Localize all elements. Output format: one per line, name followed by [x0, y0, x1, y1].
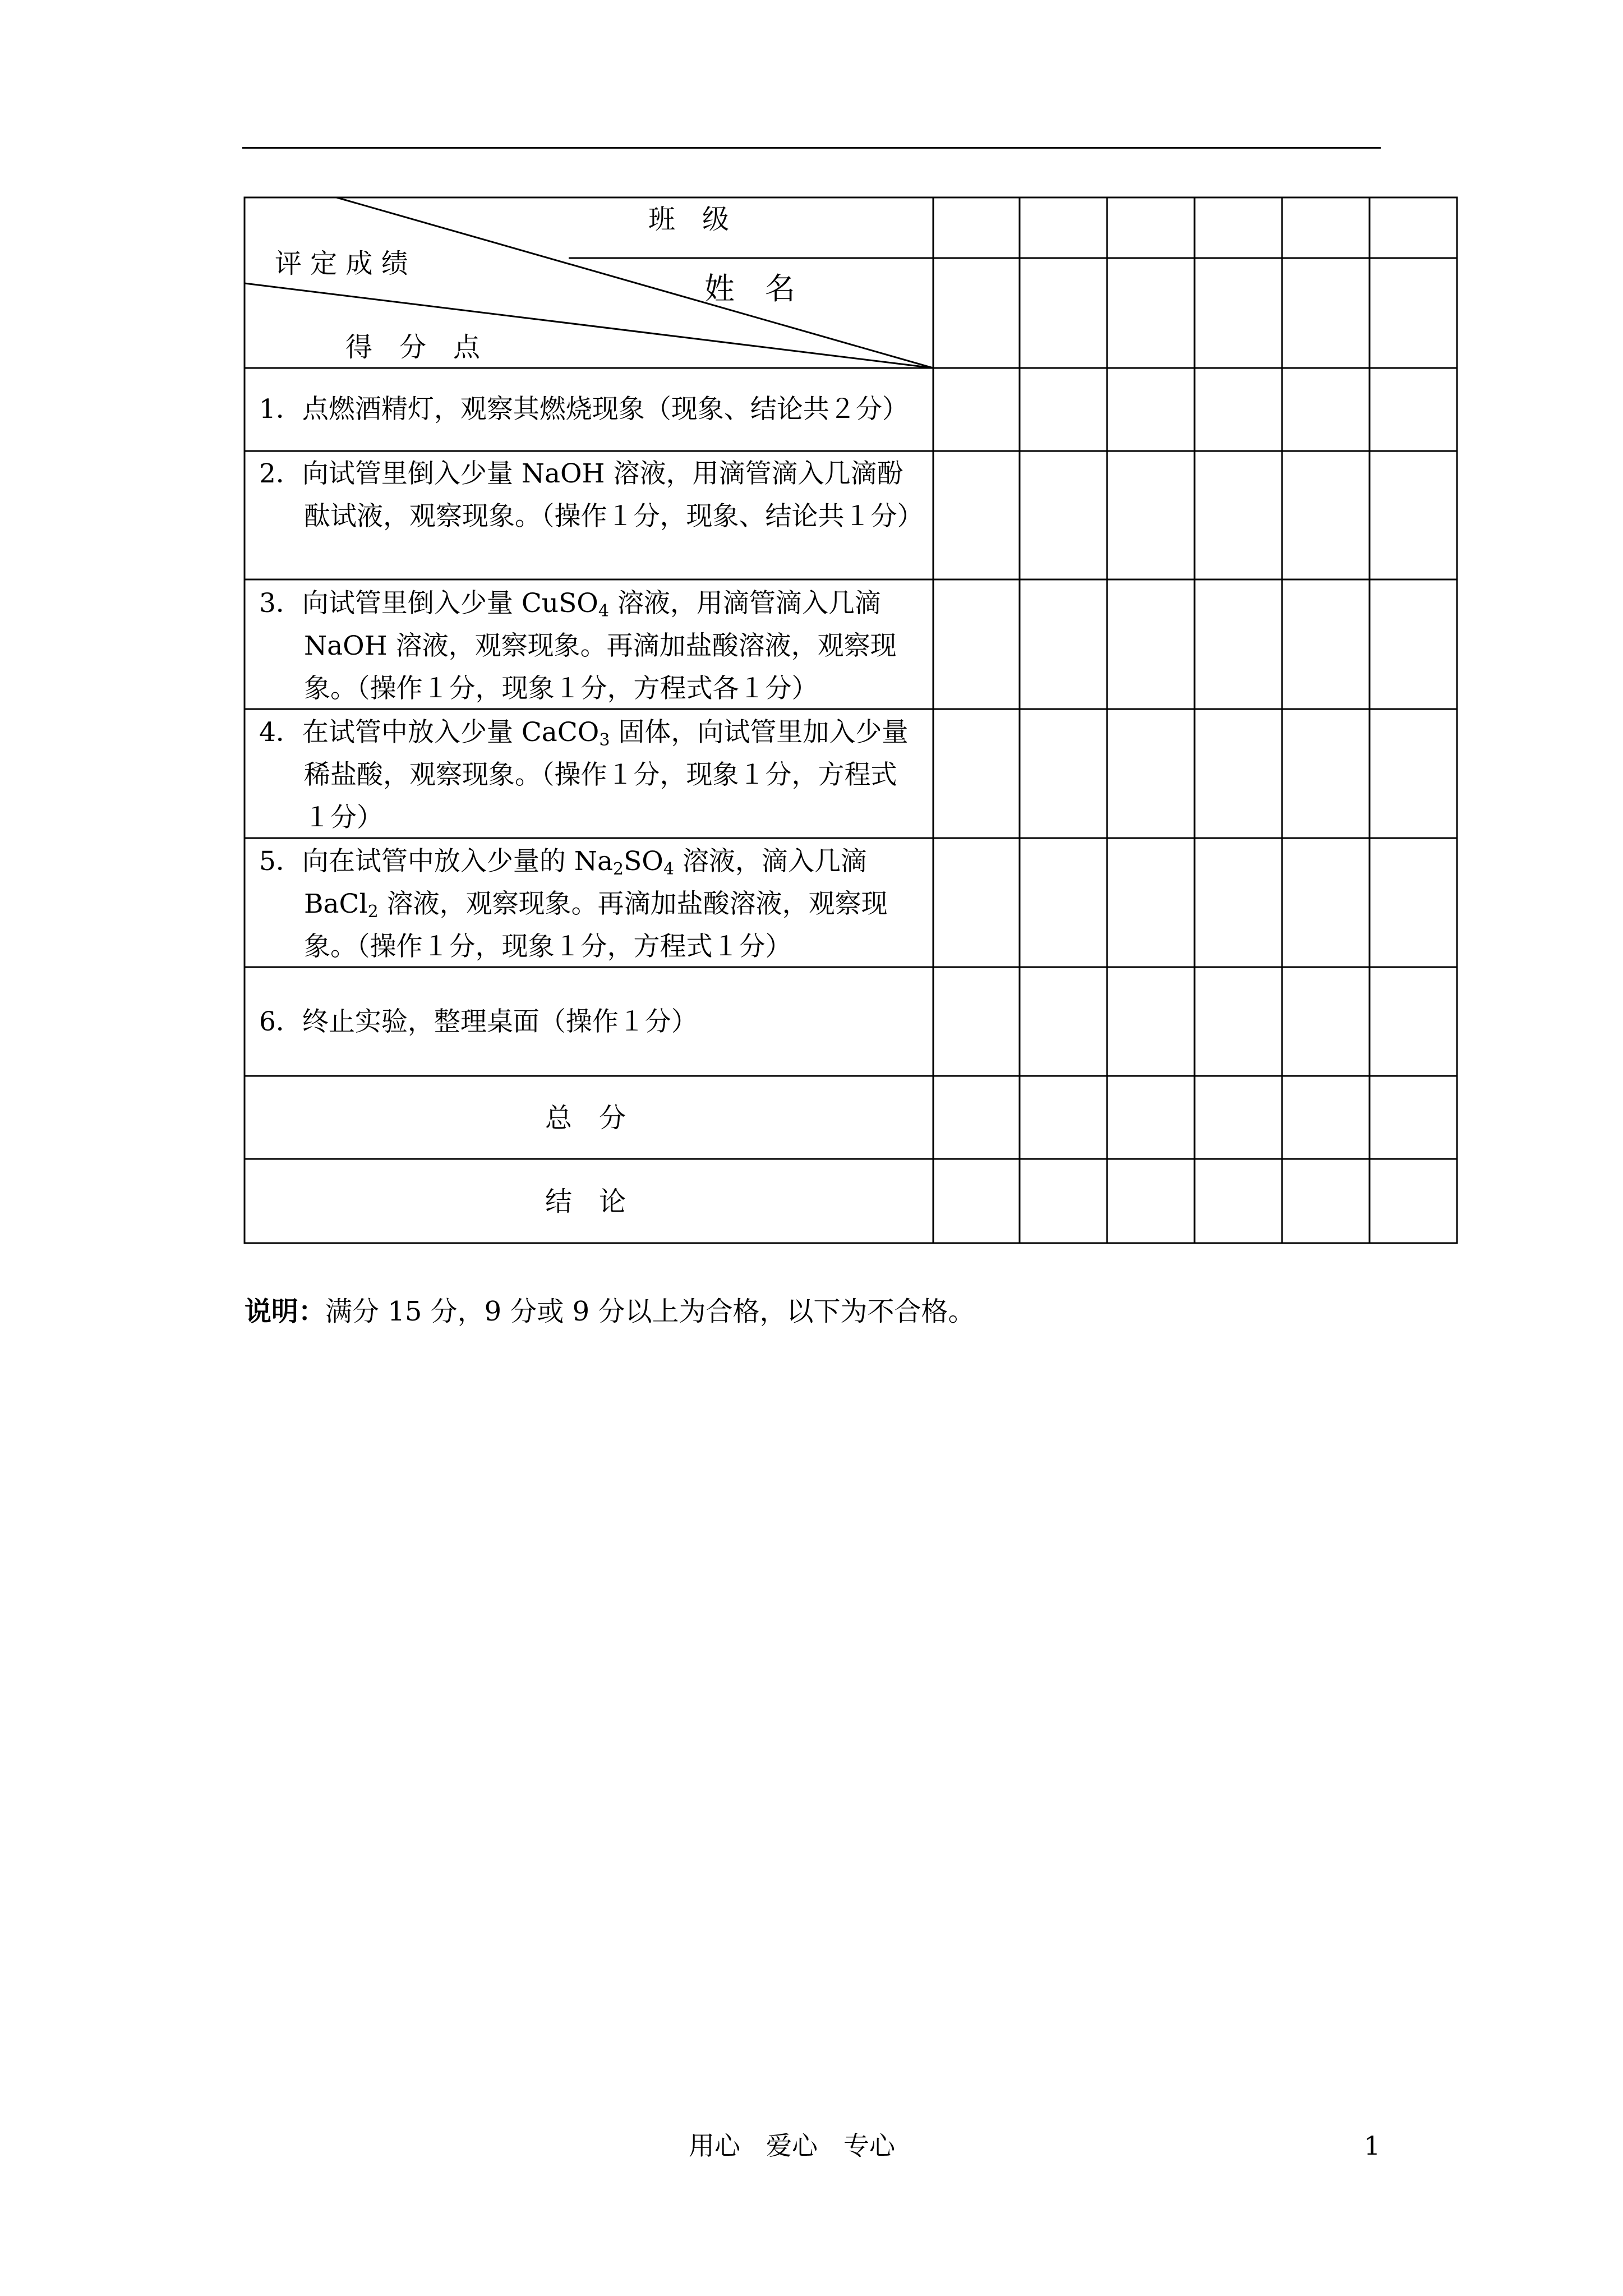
score-points-label: 得 分 点 — [345, 332, 481, 363]
item-4: 4．在试管中放入少量 CaCO$_3$ 固体，向试管里加入少量稀盐酸，观察现象。（操作１分，现象１分，方程式１分） — [259, 717, 909, 833]
note-label: 说明： — [245, 1296, 326, 1327]
name-label: 姓 名 — [704, 271, 795, 306]
note-text: 满分 15 分，9 分或 9 分以上为合格，以下为不合格。 — [325, 1296, 975, 1327]
corner-left-label: 评 定 成 绩 — [275, 248, 408, 279]
class-label: 班 级 — [648, 204, 730, 235]
note — [245, 1290, 975, 1333]
item-2: 2．向试管里倒入少量 NaOH 溶液，用滴管滴入几滴酚酞试液，观察现象。（操作１分，现象、结论共１分） — [259, 458, 924, 532]
item-1: 1．点燃酒精灯，观察其燃烧现象（现象、结论共２分） — [259, 394, 909, 425]
footer-motto: 用心 爱心 专心 — [689, 2131, 895, 2161]
total-label: 总 分 — [545, 1102, 626, 1134]
item-3: 3．向试管里倒入少量 CuSO$_4$ 溶液，用滴管滴入几滴 NaOH 溶液，观察现象。再滴加盐酸溶液，观察现象。（操作１分，现象１分，方程式各１分） — [259, 588, 897, 704]
item-6: 6．终止实验，整理桌面（操作１分） — [259, 1006, 698, 1037]
conclusion-label: 结 论 — [545, 1186, 626, 1217]
page-number: 1 — [1364, 2131, 1381, 2161]
item-5: 5．向在试管中放入少量的 $Na_2SO_4$ 溶液，滴入几滴 BaCl$_2$ 溶液，观察现象。再滴加盐酸溶液，观察现象。（操作１分，现象１分，方程式１分） — [259, 846, 888, 962]
